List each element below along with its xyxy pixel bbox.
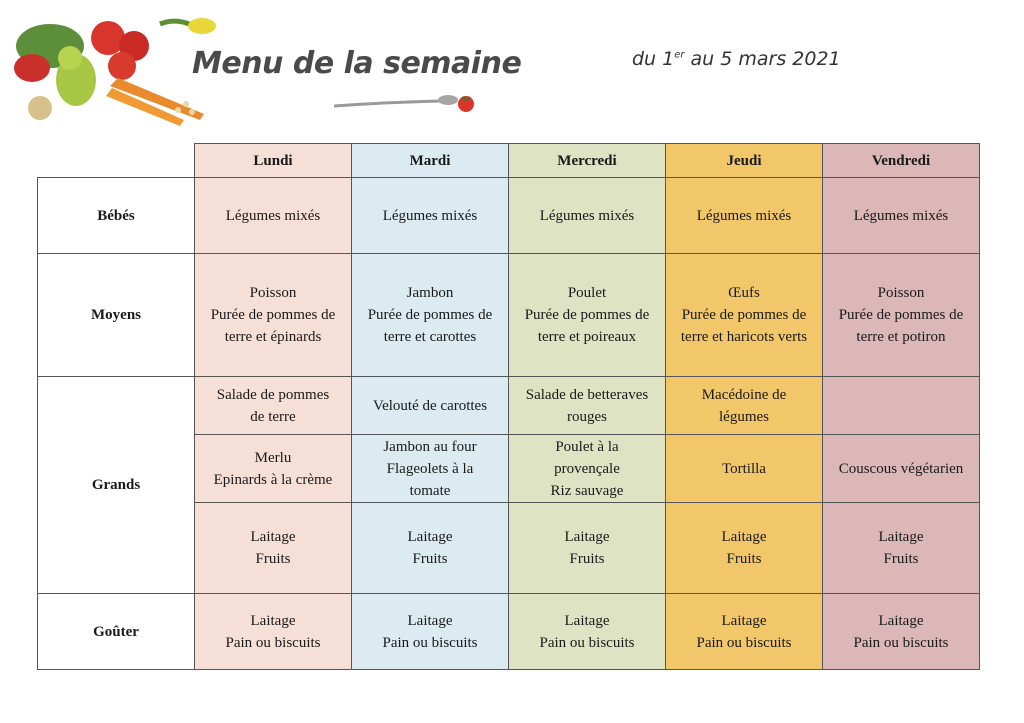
- empty-corner-cell: [38, 144, 195, 178]
- group-label-grands: Grands: [38, 377, 195, 594]
- bebes-row: [38, 178, 980, 254]
- meal-cell: Jambon Purée de pommes de terre et carottes: [352, 254, 509, 377]
- gouter-row: [38, 594, 980, 670]
- meal-cell: Légumes mixés: [823, 178, 980, 254]
- meal-cell: Poulet Purée de pommes de terre et poireaux: [509, 254, 666, 377]
- group-label-moyens: Moyens: [38, 254, 195, 377]
- meal-cell: Macédoine de légumes: [666, 377, 823, 435]
- spoon-tomato-icon: [332, 92, 477, 114]
- day-header-mercredi: Mercredi: [509, 144, 666, 178]
- grands-entree-row: [38, 377, 980, 435]
- menu-table: [37, 143, 980, 670]
- meal-cell: Laitage Fruits: [352, 503, 509, 594]
- meal-cell: Laitage Pain ou biscuits: [195, 594, 352, 670]
- meal-cell: Légumes mixés: [666, 178, 823, 254]
- meal-cell: Laitage Pain ou biscuits: [352, 594, 509, 670]
- moyens-row: [38, 254, 980, 377]
- days-header-row: [38, 144, 980, 178]
- meal-cell: Laitage Pain ou biscuits: [509, 594, 666, 670]
- meal-cell: Merlu Epinards à la crème: [195, 435, 352, 503]
- day-header-vendredi: Vendredi: [823, 144, 980, 178]
- week-dates: du 1er au 5 mars 2021: [632, 48, 841, 70]
- meal-cell: Velouté de carottes: [352, 377, 509, 435]
- meal-cell: Jambon au four Flageolets à la tomate: [352, 435, 509, 503]
- day-header-jeudi: Jeudi: [666, 144, 823, 178]
- meal-cell: Laitage Fruits: [195, 503, 352, 594]
- group-label-gouter: Goûter: [38, 594, 195, 670]
- meal-cell: Œufs Purée de pommes de terre et haricots verts: [666, 254, 823, 377]
- meal-cell: Légumes mixés: [352, 178, 509, 254]
- meal-cell: Légumes mixés: [509, 178, 666, 254]
- day-header-mardi: Mardi: [352, 144, 509, 178]
- group-label-bebes: Bébés: [38, 178, 195, 254]
- meal-cell: Laitage Fruits: [509, 503, 666, 594]
- meal-cell: Tortilla: [666, 435, 823, 503]
- meal-cell: Poisson Purée de pommes de terre et potiron: [823, 254, 980, 377]
- meal-cell: Laitage Fruits: [666, 503, 823, 594]
- meal-cell: Légumes mixés: [195, 178, 352, 254]
- meal-cell: Laitage Pain ou biscuits: [666, 594, 823, 670]
- meal-cell: Poulet à la provençale Riz sauvage: [509, 435, 666, 503]
- meal-cell: Couscous végétarien: [823, 435, 980, 503]
- meal-cell: Laitage Fruits: [823, 503, 980, 594]
- day-header-lundi: Lundi: [195, 144, 352, 178]
- page-title: Menu de la semaine: [192, 46, 522, 81]
- vegetables-illustration-icon: [10, 16, 220, 126]
- meal-cell: Salade de pommes de terre: [195, 377, 352, 435]
- meal-cell: Poisson Purée de pommes de terre et épinards: [195, 254, 352, 377]
- meal-cell: Salade de betteraves rouges: [509, 377, 666, 435]
- meal-cell: Laitage Pain ou biscuits: [823, 594, 980, 670]
- meal-cell: [823, 377, 980, 435]
